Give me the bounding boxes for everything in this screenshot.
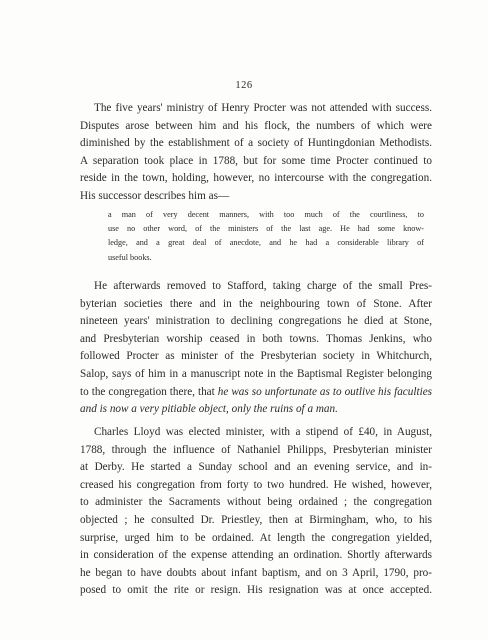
text-line: he began to have doubts about infant baptism, and on 3 April, 1790, pro-	[80, 566, 432, 579]
paragraph-procter-ministry	[80, 100, 432, 206]
quote-line: ledge, and a great deal of anecdote, and he had a considerable library of	[108, 238, 424, 248]
italic-quote-fragment: he was so unfortunate as to outlive his faculties	[217, 385, 433, 398]
text-line: Disputes arose between him and his flock, the numbers of which were	[80, 119, 432, 132]
text-line-with-italic	[80, 384, 432, 402]
paragraph-charles-lloyd	[80, 424, 432, 600]
text-line: He afterwards removed to Stafford, taking charge of the small Pres-	[94, 280, 432, 292]
text-line: followed Procter as minister of the Presbyterian society in Whitchurch,	[80, 350, 432, 363]
text-line: Salop, says of him in a manuscript note in the Baptismal Register belonging	[80, 367, 432, 380]
text-line: reside in the town, holding, however, no intercourse with the congregation.	[80, 172, 432, 185]
text-line: surprise, urged him to be ordained. At length the congregation yielded,	[80, 531, 432, 544]
block-quote	[108, 208, 424, 265]
text-line: posed to omit the rite or resign. His resignation was at once accepted.	[80, 584, 432, 597]
quote-line: useful books.	[108, 252, 152, 262]
text-fragment: to the congregation there, that	[80, 385, 215, 398]
quote-line: a man of very decent manners, with too much of the courtliness, to	[108, 210, 424, 219]
text-line: to administer the Sacraments without being ordained ; the congregation	[80, 496, 432, 509]
page-number: 126	[235, 80, 253, 91]
text-line: His successor describes him as—	[80, 189, 230, 202]
paragraph-stafford	[80, 278, 432, 419]
quote-line: use no other word, of the ministers of the last age. He had some know-	[108, 224, 424, 234]
text-line: in consideration of the expense attending an ordination. Shortly afterwards	[80, 549, 432, 562]
text-line: creased his congregation from forty to two hundred. He wished, however,	[80, 478, 432, 491]
text-line: The five years' ministry of Henry Procter was not attended with success.	[94, 102, 432, 114]
text-line: diminished by the establishment of a society of Huntingdonian Methodists.	[80, 137, 432, 150]
text-line: Charles Lloyd was elected minister, with a stipend of £40, in August,	[94, 426, 432, 438]
text-line: objected ; he consulted Dr. Priestley, then at Birmingham, who, to his	[80, 513, 432, 526]
text-line: at Derby. He started a Sunday school and an evening service, and in-	[80, 461, 432, 474]
text-line: nineteen years' ministration to declining congregations he died at Stone,	[80, 315, 432, 328]
text-line-italic	[80, 401, 432, 419]
text-line: 1788, through the influence of Nathaniel Philipps, Presbyterian minister	[80, 443, 432, 456]
text-line: and Presbyterian worship ceased in both towns. Thomas Jenkins, who	[80, 332, 432, 345]
text-line: byterian societies there and in the neighbouring town of Stone. After	[80, 297, 432, 310]
text-line: A separation took place in 1788, but for some time Procter continued to	[80, 154, 432, 167]
italic-quote-fragment: and is now a very pitiable object, only the ruins of a man.	[80, 403, 338, 416]
